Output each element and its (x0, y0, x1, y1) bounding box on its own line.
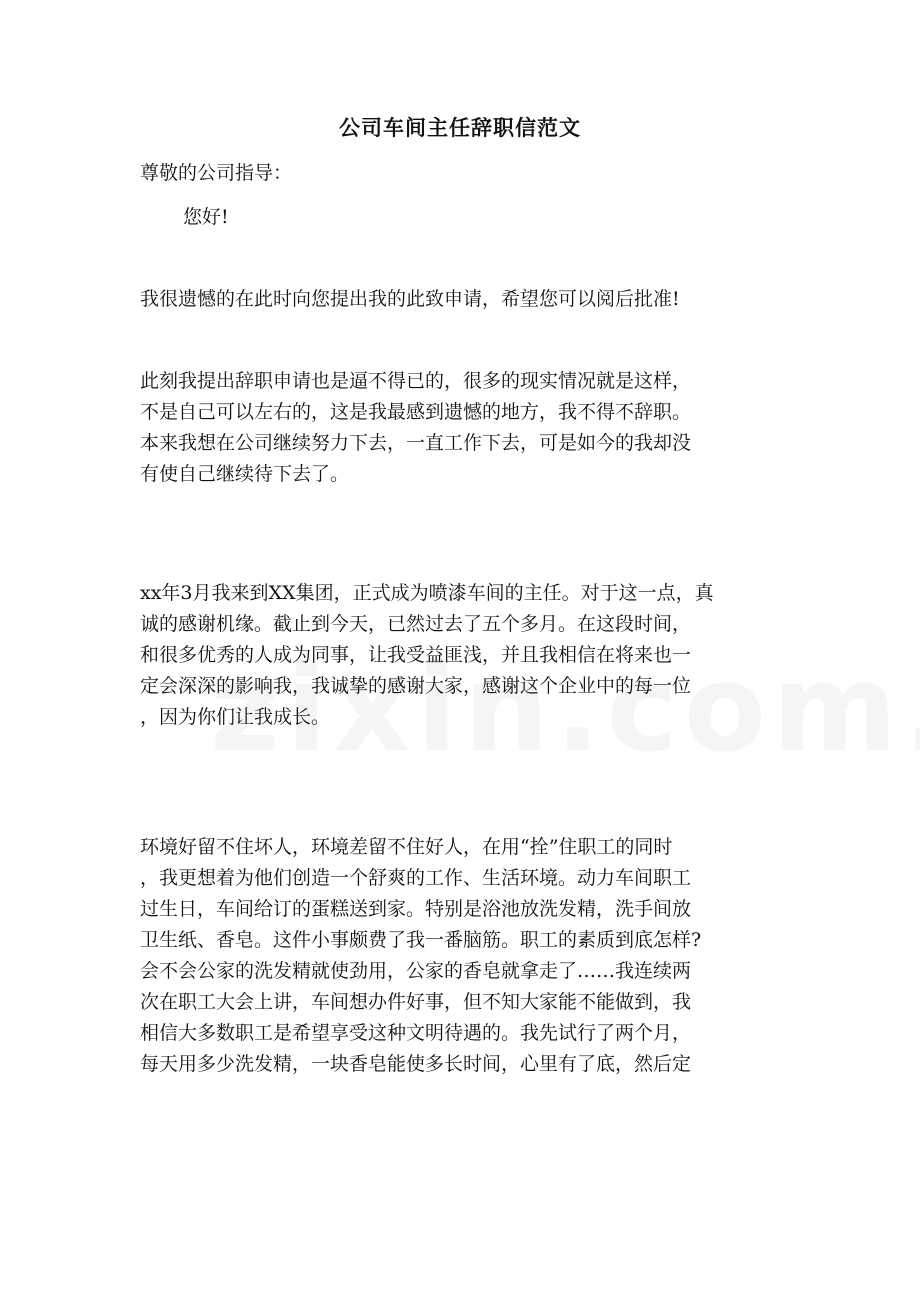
paragraph-line: 环境好留不住坏人，环境差留不住好人，在用“拴”住职工的同时 (140, 836, 673, 858)
paragraph-line: 会不会公家的洗发精就使劲用，公家的香皂就拿走了……我连续两 (140, 960, 692, 982)
greeting-line: 您好! (183, 206, 229, 228)
paragraph-line: 本来我想在公司继续努力下去，一直工作下去，可是如今的我却没 (140, 432, 692, 454)
paragraph-line: ，因为你们让我成长。 (140, 706, 331, 728)
salutation-line: 尊敬的公司指导： (140, 162, 293, 184)
paragraph-line: 诚的感谢机缘。截止到今天，已然过去了五个多月。在这段时间， (140, 613, 692, 635)
paragraph-line: xx年3月我来到XX集团，正式成为喷漆车间的主任。对于这一点，真 (140, 582, 714, 604)
paragraph-line: 此刻我提出辞职申请也是逼不得已的，很多的现实情况就是这样， (140, 370, 692, 392)
salutation (140, 158, 780, 189)
paragraph-line: 和很多优秀的人成为同事，让我受益匪浅，并且我相信在将来也一 (140, 644, 692, 666)
paragraph-line: 有使自己继续待下去了。 (140, 463, 350, 485)
paragraph-line: 我很遗憾的在此时向您提出我的此致申请，希望您可以阅后批准! (140, 288, 680, 310)
paragraph-line: 不是自己可以左右的，这是我最感到遗憾的地方，我不得不辞职。 (140, 401, 692, 423)
paragraph-line: 相信大多数职工是希望享受这种文明待遇的。我先试行了两个月， (140, 1022, 692, 1044)
paragraph-line: 定会深深的影响我，我诚挚的感谢大家，感谢这个企业中的每一位 (140, 675, 692, 697)
paragraph-line: ，我更想着为他们创造一个舒爽的工作、生活环境。动力车间职工 (140, 867, 692, 889)
paragraph-2 (140, 366, 780, 490)
paragraph-4 (140, 832, 780, 1080)
paragraph-line: 过生日，车间给订的蛋糕送到家。特别是浴池放洗发精，洗手间放 (140, 898, 692, 920)
paragraph-1 (140, 284, 780, 315)
paragraph-line: 卫生纸、香皂。这件小事颇费了我一番脑筋。职工的素质到底怎样? (140, 929, 702, 951)
paragraph-line: 每天用多少洗发精，一块香皂能使多长时间，心里有了底，然后定 (140, 1053, 692, 1075)
paragraph-line: 次在职工大会上讲，车间想办件好事，但不知大家能不能做到，我 (140, 991, 692, 1013)
greeting (183, 202, 823, 233)
document-title: 公司车间主任辞职信范文 (339, 115, 581, 140)
paragraph-3 (140, 578, 780, 733)
